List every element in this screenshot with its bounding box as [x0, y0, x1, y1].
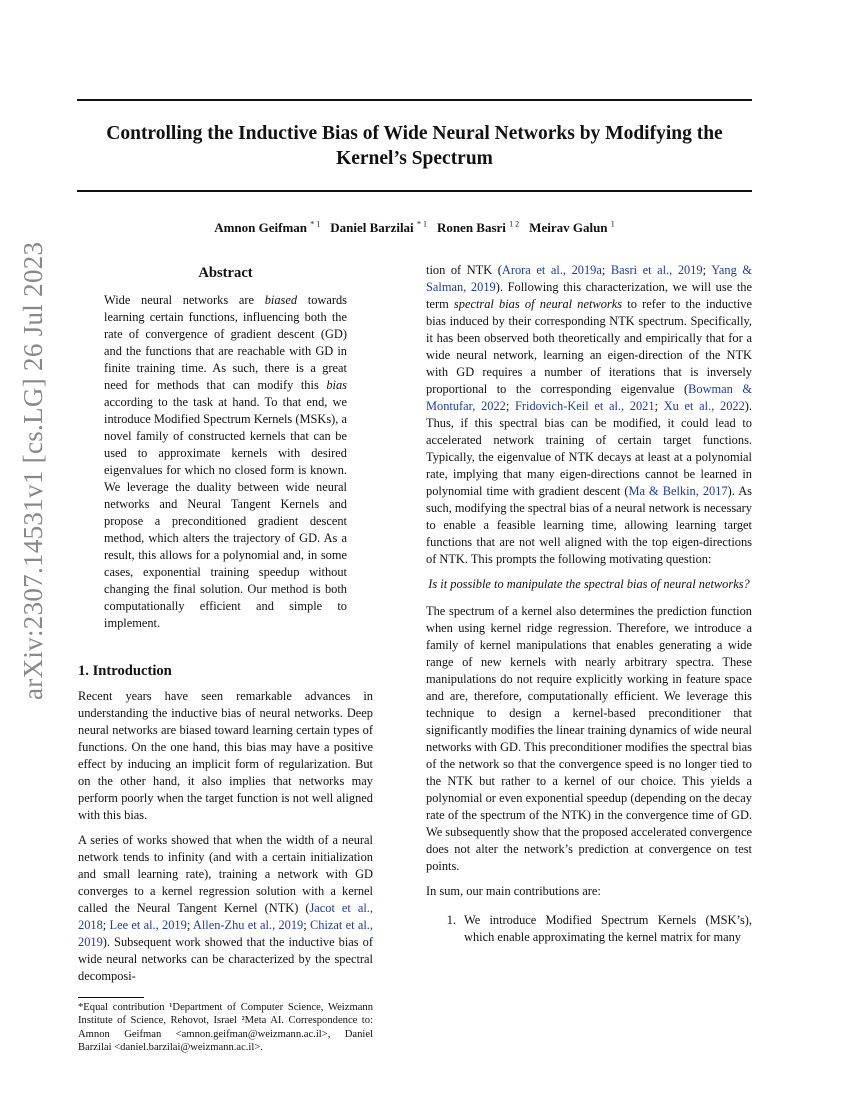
- text-run: ). Thus, if this spectral bias can be modified, it could lead to accelerated network training of certain target functions. Typically, the eigenvalue of NTK decays at least at a polynomial rate, implying that many eigen-directions cannot be learned in polynomial time with gradient descent (: [426, 399, 753, 498]
- text-run: A series of works showed that when the width of a neural network tends to infinity (and with a certain initialization and small learning rate), training a network with GD converges to a kernel regression solution with a kernel called the Neural Tangent Kernel (NTK) (: [78, 833, 373, 915]
- section-heading-introduction: 1. Introduction: [78, 663, 172, 679]
- list-text: We introduce Modified Spectrum Kernels (MSK’s), which enable approximating the kernel matrix for many: [464, 913, 752, 944]
- citation-link[interactable]: Chizat et al., 2019: [78, 918, 373, 949]
- arxiv-stamp: arXiv:2307.14531v1 [cs.LG] 26 Jul 2023: [18, 241, 48, 700]
- title-rule-top: [77, 99, 752, 101]
- citation-link[interactable]: Lee et al., 2019: [109, 918, 187, 932]
- text-run: according to the task at hand. To that end, we introduce Modified Spectrum Kernels (MSKs), a novel family of constructed kernels that can be used to approximate kernels with desired eigenvalues for which no closed form is known. We leverage the duality between wide neural networks and Neural Tangent Kernels and propose a preconditioned gradient descent method, which alters the trajectory of GD. As a result, this allows for a polynomial and, in some cases, exponential training speedup without changing the final solution. Our method is both computationally efficient and simple to implement.: [104, 395, 347, 630]
- body-paragraph: [426, 603, 752, 875]
- body-paragraph: [426, 262, 752, 568]
- author: Ronen Basri $^{1 2}$: [436, 220, 520, 236]
- text-run: towards learning certain functions, influencing both the rate of convergence of gradient descent (GD) and the functions that are reachable with GD in finite training time. As such, there is a great need for methods that can modify this: [104, 293, 348, 392]
- emphasis-text: biased: [264, 293, 298, 307]
- author: Meirav Galun $^1$: [529, 220, 615, 236]
- text-run: ;: [505, 399, 516, 413]
- text-run: ;: [654, 399, 664, 413]
- citation-link[interactable]: Arora et al., 2019a: [501, 263, 602, 277]
- citation-link[interactable]: Ma & Belkin, 2017: [628, 484, 728, 498]
- citation-link[interactable]: Fridovich-Keil et al., 2021: [515, 399, 655, 413]
- intro-paragraph: [78, 832, 373, 985]
- paper-title: Controlling the Inductive Bias of Wide Neural Networks by Modifying the Kernel’s Spectrum: [106, 123, 723, 169]
- text-run: ;: [102, 918, 110, 932]
- footnote-rule: [78, 997, 144, 998]
- text-run: ;: [303, 918, 310, 932]
- citation-link[interactable]: Allen-Zhu et al., 2019: [192, 918, 304, 932]
- text-run: The spectrum of a kernel also determines the prediction function when using kernel ridge regression. Therefore, we introduce a family of kernel manipulations that enables generating a wide range of new kernels with nearly arbitrary spectra. These manipulations do not require explicitly working in feature space and are, therefore, computationally efficient. We leverage this technique to design a kernel-based preconditioner that significantly modifies the linear training dynamics of wide neural networks with GD. This preconditioner modifies the spectral bias of the network so that the convergence speed is no longer tied to the NTK but rather to a kernel of our choice. This yields a polynomial or even exponential speedup (depending on the decay rate of the spectrum of the NTK) in the convergence time of GD. We subsequently show that the proposed accelerated convergence does not alter the network’s prediction at convergence on test points.: [426, 604, 752, 873]
- citation-link[interactable]: Xu et al., 2022: [663, 399, 745, 413]
- citation-link[interactable]: Bowman & Montufar, 2022: [426, 382, 752, 413]
- citation-link[interactable]: Yang & Salman, 2019: [426, 263, 752, 294]
- text-run: Recent years have seen remarkable advances in understanding the inductive bias of neural networks. Deep neural networks are biased toward learning certain types of functions. On the one hand, this bias may have a positive effect by inducing an implicit form of regularization. But on the other hand, it also implies that networks may perform poorly when the target function is not well aligned with this bias.: [78, 689, 373, 822]
- intro-paragraph: [78, 688, 373, 824]
- text-run: ). As such, modifying the spectral bias of a neural network is necessary to enable a feasible learning time, allowing learning target functions that are not well aligned with the top eigen-directions of NTK. This prompts the following motivating question:: [426, 484, 752, 566]
- author-affiliation: 1: [610, 220, 615, 229]
- text-run: tion of NTK (: [426, 263, 502, 277]
- title-rule-bottom: [77, 190, 752, 192]
- author: Amnon Geifman $^{* 1}$: [214, 220, 321, 236]
- author-affiliation: * 1: [310, 220, 321, 229]
- author-list: [77, 220, 752, 236]
- list-number: 1.: [446, 913, 456, 927]
- abstract-heading: Abstract: [198, 265, 253, 281]
- text-run: to refer to the inductive bias induced by their corresponding NTK spectrum. Specifically, it has been observed both theoretically and empirically that for a wide neural network, learning an eigen-direction of the NTK with GD requires a number of iterations that is inversely proportional to the corresponding eigenvalue (: [426, 297, 752, 396]
- footnote: *Equal contribution ¹Department of Computer Science, Weizmann Institute of Science, Rehovot, Israel ²Meta AI. Correspondence to: Amnon Geifman <amnon.geifman@weizmann.ac.il>, Daniel Barzilai <daniel.barzilai@weizmann.ac.il>.: [78, 1002, 373, 1054]
- text-run: ). Following this characterization, we will use the term: [426, 280, 752, 311]
- text-run: ;: [186, 918, 193, 932]
- text-run: ;: [702, 263, 712, 277]
- citation-link[interactable]: Jacot et al., 2018: [78, 901, 373, 932]
- text-run: ). Subsequent work showed that the inductive bias of wide neural networks can be characterized by the spectral decomposi-: [78, 935, 373, 983]
- citation-link[interactable]: Basri et al., 2019: [610, 263, 703, 277]
- author-affiliation: 1 2: [509, 220, 520, 229]
- contribution-list-item: [426, 912, 752, 946]
- author-affiliation: * 1: [416, 220, 427, 229]
- left-column: [78, 264, 373, 1055]
- motivating-question: Is it possible to manipulate the spectral bias of neural networks?: [428, 577, 750, 591]
- right-column: [426, 262, 752, 946]
- emphasis-text: spectral bias of neural networks: [453, 297, 623, 311]
- text-run: ;: [601, 263, 611, 277]
- text-run: Wide neural networks are: [104, 293, 265, 307]
- body-paragraph: In sum, our main contributions are:: [426, 884, 601, 898]
- emphasis-text: bias: [326, 378, 347, 392]
- abstract-text: [104, 292, 347, 632]
- author: Daniel Barzilai $^{* 1}$: [330, 220, 427, 236]
